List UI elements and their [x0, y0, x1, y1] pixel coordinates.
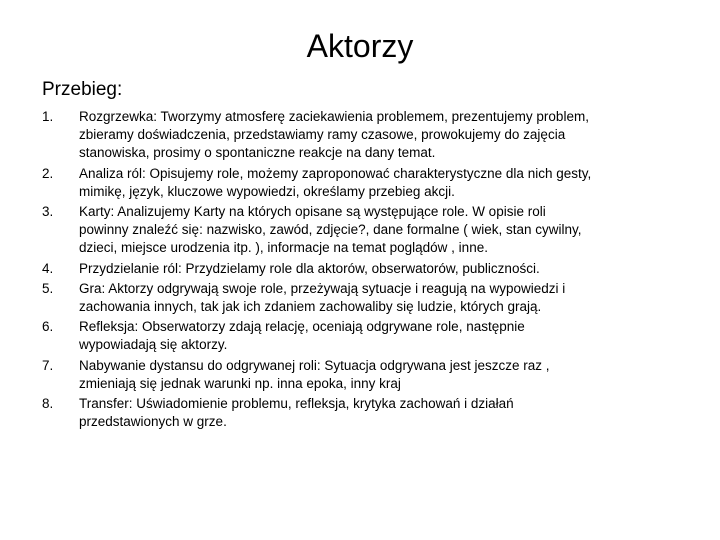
step-number: 7. [42, 357, 54, 373]
list-item [42, 108, 692, 163]
list-item [42, 395, 692, 431]
list-item [42, 280, 692, 316]
step-text: Analiza ról: Opisujemy role, możemy zaproponować charakterystyczne dla nich gesty, mimikę, język, kluczowe wypowiedzi, określamy przebieg akcji. [79, 165, 592, 199]
step-text: Gra: Aktorzy odgrywają swoje role, przeżywają sytuacje i reagują na wypowiedzi i zachowania innych, tak jak ich zdaniem zachowaliby się ludzie, których grają. [79, 280, 566, 315]
section-heading: Przebieg: [42, 79, 123, 100]
step-text: Refleksja: Obserwatorzy zdają relację, oceniają odgrywane role, następnie wypowiadają się aktorzy. [79, 319, 525, 353]
step-number: 4. [42, 260, 54, 276]
slide-title: Aktorzy [306, 28, 414, 64]
step-text: Karty: Analizujemy Karty na których opisane są występujące role. W opisie roli powinny znaleźć się: nazwisko, zawód, zdjęcie?, dane formalne ( wiek, stan cywilny, dzieci, miejsce urodzenia itp. ), informacje na temat poglądów , inne. [79, 204, 582, 256]
step-number: 2. [42, 165, 54, 181]
step-number: 5. [42, 280, 54, 296]
list-item [42, 318, 692, 354]
step-text: Przydzielanie ról: Przydzielamy role dla aktorów, obserwatorów, publiczności. [79, 260, 540, 276]
steps-list [42, 108, 692, 433]
step-number: 8. [42, 396, 54, 412]
step-number: 6. [42, 319, 54, 335]
step-text: Nabywanie dystansu do odgrywanej roli: Sytuacja odgrywana jest jeszcze raz , zmieniają się jednak warunki np. inna epoka, inny kraj [79, 357, 550, 391]
list-item [42, 260, 692, 278]
step-number: 1. [42, 109, 54, 124]
step-number: 3. [42, 204, 54, 220]
list-item [42, 357, 692, 393]
list-item [42, 203, 692, 258]
step-text: Rozgrzewka: Tworzymy atmosferę zaciekawienia problemem, prezentujemy problem, zbieramy doświadczenia, przedstawiamy ramy czasowe, prowokujemy do zajęcia stanowiska, prosimy o spontaniczne reakcje na dany temat. [79, 109, 589, 161]
list-item [42, 165, 692, 201]
step-text: Transfer: Uświadomienie problemu, refleksja, krytyka zachowań i działań przedstawionych w grze. [79, 396, 514, 430]
